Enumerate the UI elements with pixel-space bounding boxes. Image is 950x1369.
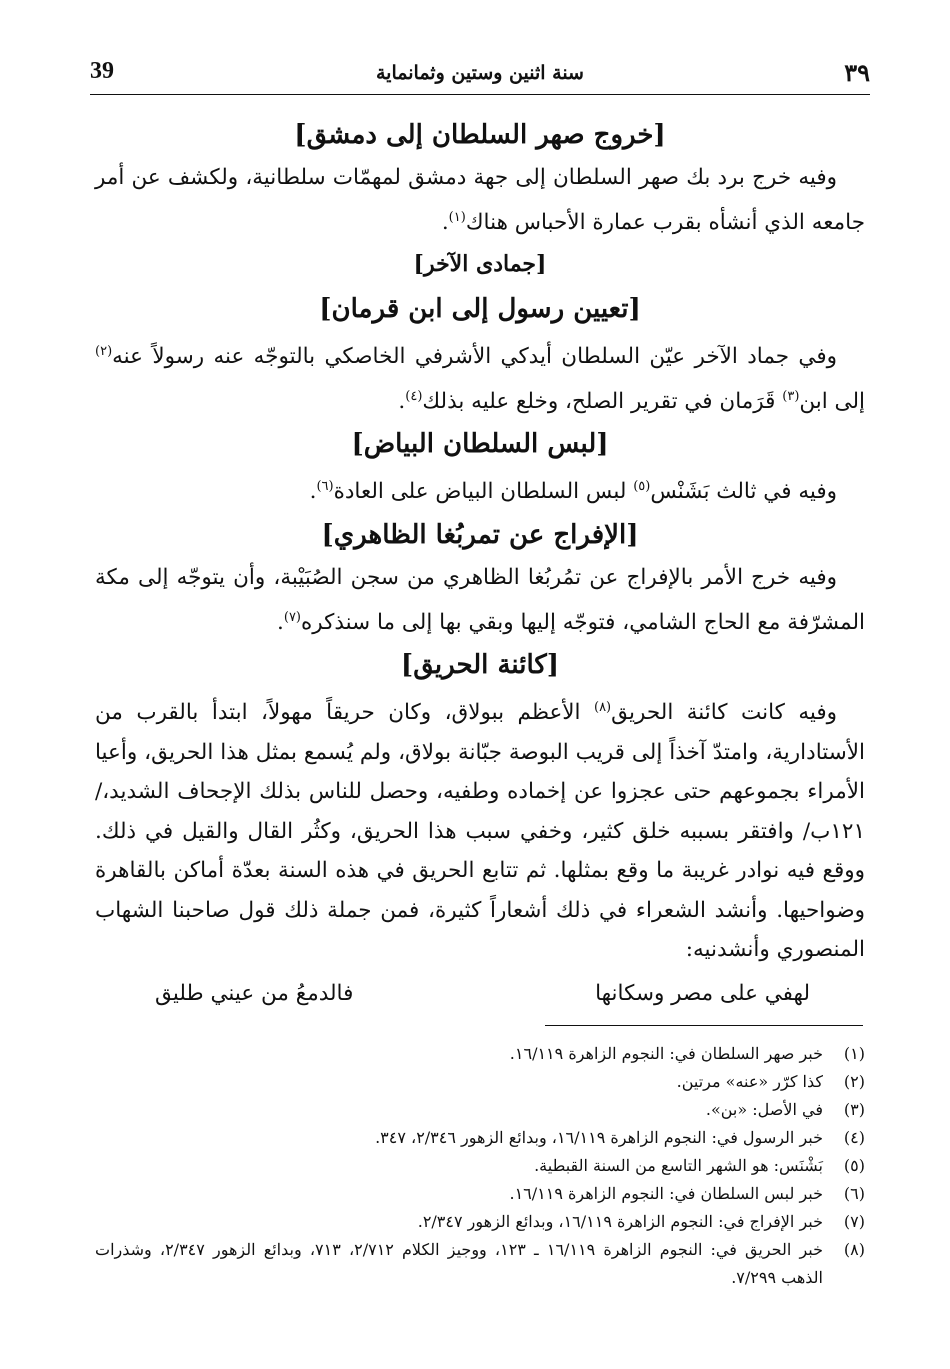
footnote-text: كذا كرّر «عنه» مرتين. [676, 1072, 823, 1091]
section-title-5: [كائنة الحريق] [400, 650, 560, 681]
footnote-ref-3[interactable]: (٣) [782, 388, 800, 404]
footnote-number: (٧) [843, 1212, 865, 1231]
footnote-number: (٥) [843, 1156, 865, 1175]
footnote-number: (٦) [843, 1184, 865, 1203]
section-title-2: [تعيين رسول إلى ابن قرمان] [319, 294, 641, 325]
paragraph-1: وفيه خرج برد بك صهر السلطان إلى جهة دمشق لمهمّات سلطانية، ولكشف عن أمر جامعه الذي أنشأه بقرب عمارة الأحباس هناك$^{(١)}$. [95, 165, 865, 235]
footnote-text: خبر الحريق في: النجوم الزاهرة ١٦/١١٩ ـ ١٢٣، ووجيز الكلام ٢/٧١٢، ٧١٣، وبدائع الزهور ٢/٣٤٧، وشذرات الذهب ٧/٢٩٩. [95, 1240, 824, 1287]
footnote-ref-6[interactable]: (٦) [316, 479, 334, 495]
page-number-latin: 39 [90, 58, 114, 84]
footnote-item [95, 1152, 865, 1180]
footnote-number: (٨) [843, 1240, 865, 1259]
footnote-item [95, 1208, 865, 1236]
footnote-ref-8[interactable]: (٨) [593, 700, 612, 716]
footnote-text: خبر الرسول في: النجوم الزاهرة ١٦/١١٩، وبدائع الزهور ٢/٣٤٦، ٣٤٧. [375, 1128, 823, 1147]
paragraph-5: وفيه كانت كائنة الحريق$^{(٨)}$ الأعظم ببولاق، وكان حريقاً مهولاً، ابتدأ بالقرب من الأستادارية، وامتدّ آخذاً إلى قريب البوصة جبّانة بولاق، ولم يُسمع بمثل هذا الحريق، وأعيا الأمراء بجموعهم حتى عجزوا عن إخماده وطفيه، وحصل للناس بذلك الإجحاف الشديد،/ ١٢١ب/ وافتقر بسببه خلق كثير، وخفي سبب هذا الحريق، وكثُر القال والقيل في ذلك. ووقع فيه نوادر غريبة ما وقع بمثلها. ثم تتابع الحريق في هذه السنة بعدّة أماكن بالقاهرة وضواحيها. وأنشد الشعراء في ذلك أشعاراً كثيرة، فمن جملة ذلك قول صاحبنا الشهاب المنصوري وأنشدنيه: [95, 700, 865, 963]
footnote-item [95, 1236, 865, 1292]
footnote-ref-2[interactable]: (٢) [95, 344, 113, 360]
paragraph-4: وفيه خرج الأمر بالإفراج عن تمُربُغا الظاهري من سجن الصُبَيْبة، وأن يتوجّه إلى مكة المشرّفة مع الحاج الشامي، فتوجّه إليها وبقي بها إلى ما سنذكره$^{(٧)}$. [95, 565, 865, 635]
section-title-4: [الإفراج عن تمربُغا الظاهري] [321, 520, 639, 551]
footnotes [95, 1040, 865, 1292]
section-title-1: [خروج صهر السلطان إلى دمشق] [294, 120, 666, 150]
footnote-text: خبر الإفراج في: النجوم الزاهرة ١٦/١١٩، وبدائع الزهور ٢/٣٤٧. [417, 1212, 823, 1231]
footnote-ref-1[interactable]: (١) [448, 209, 466, 225]
header-rule [90, 94, 870, 95]
footnote-number: (٣) [843, 1100, 865, 1119]
footnote-ref-5[interactable]: (٥) [633, 479, 651, 495]
footnote-number: (٤) [843, 1128, 865, 1147]
footnote-item [95, 1068, 865, 1096]
running-head [90, 58, 870, 92]
footnote-text: خبر لبس السلطان في: النجوم الزاهرة ١٦/١١٩. [509, 1184, 823, 1203]
footnote-text: في الأصل: «بن». [705, 1100, 823, 1119]
footnote-item [95, 1124, 865, 1152]
poem-verse [95, 974, 865, 1014]
verse-first-hemistich: لهفي على مصر وسكانها [595, 980, 810, 1006]
paragraph-3: وفيه في ثالث بَشَنْس$^{(٥)}$ لبس السلطان البياض على العادة$^{(٦)}$. [309, 479, 837, 505]
footnote-item [95, 1180, 865, 1208]
month-title: [جمادى الآخر] [413, 251, 547, 278]
footnote-number: (٢) [843, 1072, 865, 1091]
footnote-rule [545, 1025, 863, 1026]
footnote-text: خبر صهر السلطان في: النجوم الزاهرة ١٦/١١٩. [509, 1044, 823, 1063]
paragraph-2: وفي جماد الآخر عيّن السلطان أيدكي الأشرفي الخاصكي بالتوجّه عنه رسولاً عنه$^{(٢)}$ إلى ابن$^{(٣)}$ قَرَمان في تقرير الصلح، وخلع عليه بذلك$^{(٤)}$. [95, 344, 865, 414]
page-number-arabic: ٣٩ [844, 58, 870, 87]
footnote-ref-7[interactable]: (٧) [283, 609, 301, 625]
running-title: سنة اثنين وستين وثمانماية [376, 62, 584, 84]
main-text [95, 112, 865, 1014]
footnote-item [95, 1096, 865, 1124]
verse-second-hemistich: فالدمعُ من عيني طليق [155, 980, 354, 1006]
footnote-number: (١) [843, 1044, 865, 1063]
footnote-ref-4[interactable]: (٤) [405, 388, 423, 404]
footnote-text: بَشْنَس: هو الشهر التاسع من السنة القبطية. [534, 1156, 823, 1175]
footnote-item [95, 1040, 865, 1068]
section-title-3: [لبس السلطان البياض] [351, 429, 609, 460]
